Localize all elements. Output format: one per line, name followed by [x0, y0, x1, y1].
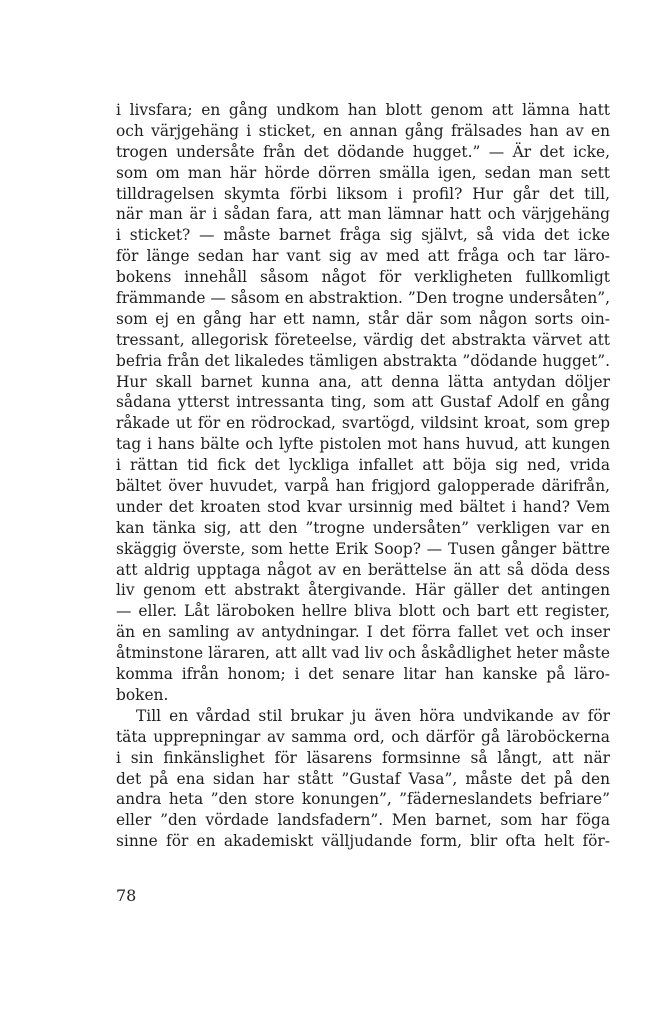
text-line: bältet över huvudet, varpå han frigjord galopperade därifrån, — [116, 477, 610, 496]
text-line: i rättan tid fick det lyckliga infallet att böja sig ned, vrida — [116, 456, 610, 475]
text-line: liv genom ett abstrakt återgivande. Här gäller det antingen — [116, 581, 610, 600]
text-line: trogen undersåte från det dödande hugget.” — Är det icke, — [116, 142, 610, 161]
text-line: än en samling av antydningar. I det förra fallet vet och inser — [116, 623, 610, 642]
text-line: tressant, allegorisk företeelse, värdig det abstrakta värvet att — [116, 330, 610, 349]
body-text — [116, 100, 610, 852]
text-line: som om man här hörde dörren smälla igen, sedan man sett — [116, 163, 610, 182]
text-line: Till en vårdad stil brukar ju även höra undvikande av för — [136, 706, 610, 725]
text-line: och värjgehäng i sticket, en annan gång frälsades han av en — [116, 121, 610, 140]
text-line: befria från det likaledes tämligen abstrakta ”dödande hugget”. — [116, 351, 610, 370]
text-line: åtminstone läraren, att allt vad liv och åskådlighet heter måste — [116, 644, 610, 663]
text-line: sinne för en akademiskt välljudande form, blir ofta helt för- — [116, 832, 610, 851]
text-line: främmande — såsom en abstraktion. ”Den trogne undersåten”, — [116, 289, 610, 308]
text-line: bokens innehåll såsom något för verkligheten fullkomligt — [116, 268, 610, 287]
text-line: sådana ytterst intressanta ting, som att Gustaf Adolf en gång — [116, 393, 610, 412]
text-line: råkade ut för en rödrockad, svartögd, vildsint kroat, som grep — [116, 414, 610, 433]
text-line: under det kroaten stod kvar ursinnig med bältet i hand? Vem — [116, 497, 610, 516]
text-line: att aldrig upptaga något av en berättelse än att så döda dess — [116, 560, 610, 579]
text-line: för länge sedan har vant sig av med att fråga och tar läro- — [116, 247, 610, 266]
text-line: i livsfara; en gång undkom han blott genom att lämna hatt — [116, 101, 610, 119]
text-line: skäggig överste, som hette Erik Soop? — Tusen gånger bättre — [116, 539, 610, 558]
page-number: 78 — [116, 886, 137, 905]
text-line: täta upprepningar av samma ord, och därför gå läroböckerna — [116, 727, 610, 746]
text-line: tag i hans bälte och lyfte pistolen mot hans huvud, att kungen — [116, 435, 610, 454]
text-line: tilldragelsen skymta förbi liksom i profil? Hur går det till, — [116, 184, 610, 203]
text-line: som ej en gång har ett namn, står där som någon sorts oin- — [116, 309, 610, 328]
text-line: andra heta ”den store konungen”, ”fäderneslandets befriare” — [116, 790, 610, 809]
text-line: när man är i sådan fara, att man lämnar hatt och värjgehäng — [116, 205, 610, 224]
text-line: eller ”den vördade landsfadern”. Men barnet, som har föga — [116, 811, 610, 830]
text-line: — eller. Låt läroboken hellre bliva blott och bart ett register, — [116, 602, 610, 621]
text-line: i sin finkänslighet för läsarens formsinne så långt, att när — [116, 748, 610, 767]
text-line: kan tänka sig, att den ”trogne undersåten” verkligen var en — [116, 518, 610, 537]
text-line: boken. — [116, 685, 169, 704]
text-line: Hur skall barnet kunna ana, att denna lätta antydan döljer — [116, 372, 610, 391]
text-line: komma ifrån honom; i det senare litar han kanske på läro- — [116, 665, 610, 684]
text-line: i sticket? — måste barnet fråga sig självt, så vida det icke — [116, 226, 610, 245]
text-line: det på ena sidan har stått ”Gustaf Vasa”, måste det på den — [116, 769, 610, 788]
